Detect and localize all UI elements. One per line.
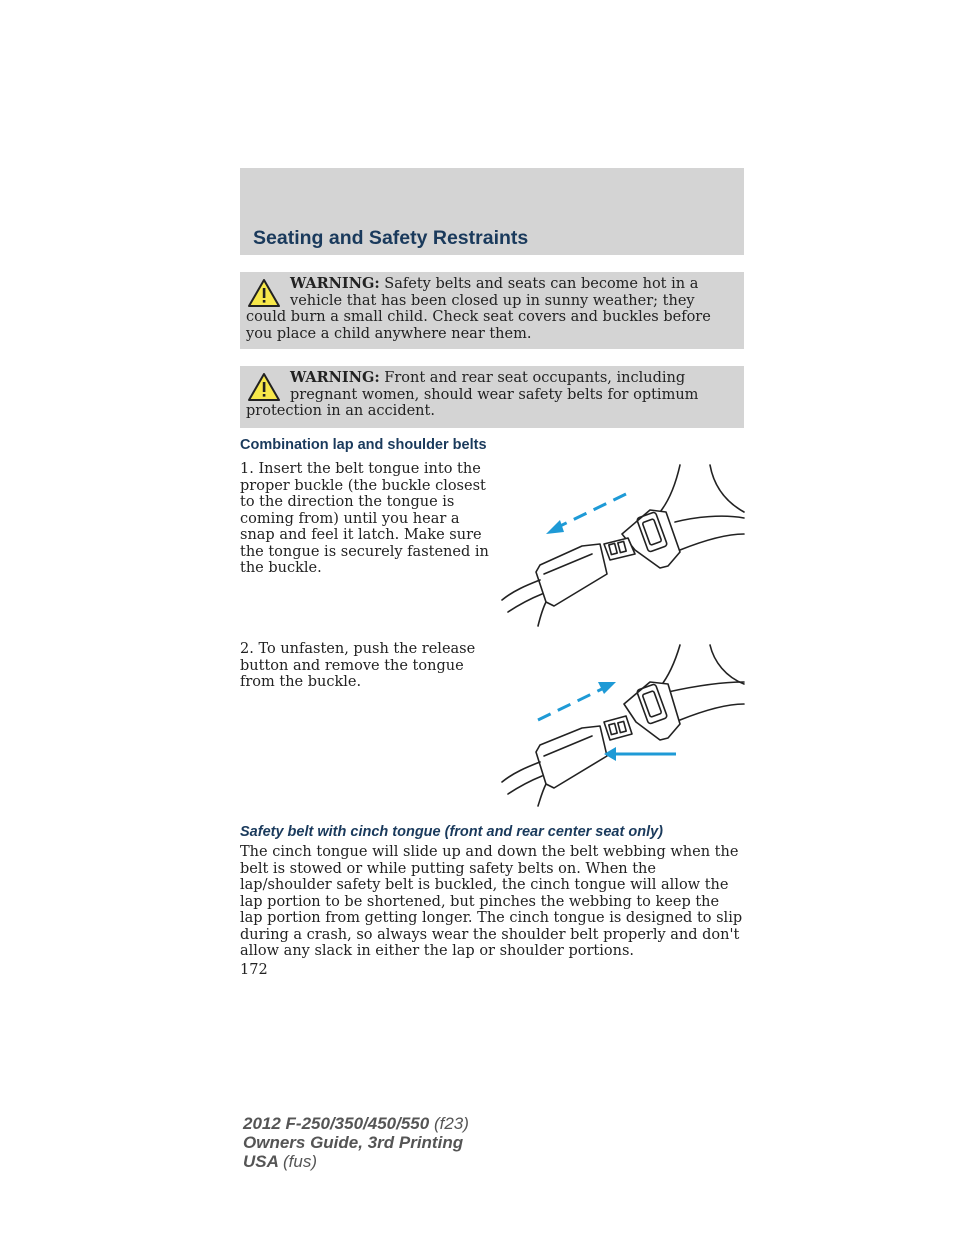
warning-triangle-icon [248,278,280,308]
subheading-cinch-tongue: Safety belt with cinch tongue (front and rear center seat only) [240,824,663,840]
warning-label: WARNING: [290,369,380,386]
footer-line-1 [243,1114,469,1133]
section-title: Seating and Safety Restraints [253,227,529,249]
warning-triangle-icon [248,372,280,402]
footer-line-2: Owners Guide, 3rd Printing [243,1133,464,1152]
buckle-insert-illustration [500,462,746,628]
buckle-release-illustration [500,642,746,808]
section-header-band [240,168,744,255]
footer-region: USA [243,1152,279,1171]
subheading-combination-belts: Combination lap and shoulder belts [240,437,487,453]
warning-text: Front and rear seat occupants, including pregnant women, should wear safety belts for optimum protection in an accident. [246,370,699,419]
warning-label: WARNING: [290,275,380,292]
footer-model-code: (f23) [433,1114,469,1133]
document-footer [243,1114,469,1171]
warning-text: Safety belts and seats can become hot in a vehicle that has been closed up in sunny weather; they could burn a small child. Check seat covers and buckles before you place a child anywhere near them. [246,276,711,342]
step-2-text: 2. To unfasten, push the release button and remove the tongue from the buckle. [240,641,476,690]
warning-box-1 [240,272,744,349]
footer-model: 2012 F-250/350/450/550 [243,1114,430,1133]
footer-region-code: (fus) [283,1152,317,1171]
page-number: 172 [240,962,268,978]
step-1-text: 1. Insert the belt tongue into the proper buckle (the buckle closest to the direction the tongue is coming from) until you hear a snap and feel it latch. Make sure the tongue is securely fastened in the buckle. [240,461,489,576]
footer-line-3 [243,1152,469,1171]
warning-box-2 [240,366,744,428]
cinch-tongue-body: The cinch tongue will slide up and down the belt webbing when the belt is stowed or while putting safety belts on. When the lap/shoulder safety belt is buckled, the cinch tongue will allow the lap portion to be shortened, but pinches the webbing to keep the lap portion from getting longer. The cinch tongue is designed to slip during a crash, so always wear the shoulder belt properly and don't allow any slack in either the lap or shoulder portions. [240,844,743,959]
